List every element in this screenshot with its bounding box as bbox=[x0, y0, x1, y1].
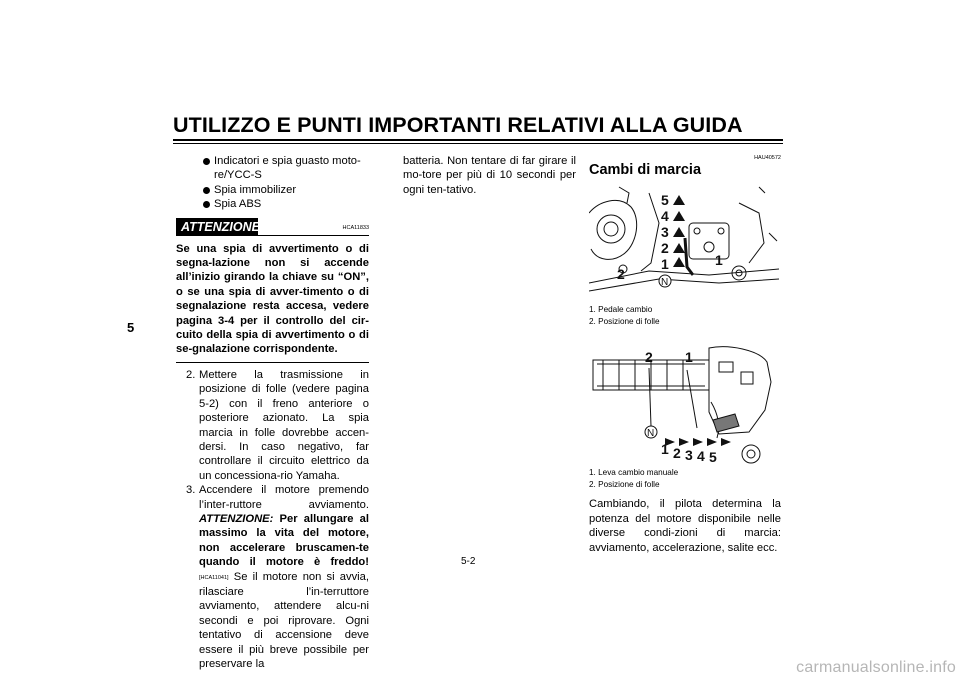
continued-paragraph: batteria. Non tentare di far girare il mo-tore per più di 10 secondi per ogni ten-tativo. bbox=[403, 155, 576, 196]
step-number: 3. bbox=[186, 484, 196, 497]
watermark: carmanualsonline.info bbox=[796, 659, 956, 676]
page-number: 5-2 bbox=[461, 556, 476, 567]
step-item bbox=[176, 368, 369, 483]
callout-2: 2 bbox=[617, 266, 625, 283]
shifting-paragraph: Cambiando, il pilota determina la potenza del motore disponibile nelle diverse condi-zioni di marcia: avviamento, accelerazione, salite ecc. bbox=[589, 498, 781, 554]
warning-code: [HCA11041] bbox=[199, 574, 229, 581]
caption-item: 2. Posizione di folle bbox=[589, 480, 660, 490]
chapter-number: 5 bbox=[127, 320, 135, 335]
caption-item: 1. Pedale cambio bbox=[589, 305, 653, 315]
bullet-icon bbox=[203, 201, 210, 208]
column-right bbox=[589, 154, 781, 555]
section-code: HAU40572 bbox=[754, 155, 781, 161]
column-left bbox=[176, 154, 369, 671]
step-text: Accendere il motore premendo l’inter-ruttore avviamento. bbox=[199, 484, 369, 511]
gear-label-4: 4 bbox=[697, 448, 705, 465]
column-middle bbox=[403, 154, 576, 197]
list-item: Indicatori e spia guasto moto-re/YCC-S bbox=[176, 154, 369, 183]
list-item: Spia ABS bbox=[176, 197, 369, 211]
gear-label-2: 2 bbox=[661, 240, 669, 257]
attention-header bbox=[176, 218, 369, 240]
gear-label-1: 1 bbox=[661, 441, 669, 458]
list-item: Spia immobilizer bbox=[176, 183, 369, 197]
procedure-steps bbox=[176, 368, 369, 672]
figure-shift-lever bbox=[589, 342, 779, 464]
figure2-caption bbox=[589, 467, 781, 491]
attention-code: HCA11833 bbox=[342, 224, 369, 231]
header-rule-thin bbox=[173, 143, 783, 144]
attention-label: ATTENZIONE bbox=[176, 218, 258, 236]
step-number: 2. bbox=[186, 368, 196, 381]
callout-1: 1 bbox=[685, 349, 693, 366]
warning-text: Per allungare al massimo la vita del motore, non accelerare bruscamen-te quando il motore è freddo! bbox=[199, 512, 369, 569]
warning-label: ATTENZIONE: bbox=[199, 512, 274, 525]
header-rule bbox=[173, 139, 783, 141]
figure1-caption bbox=[589, 304, 781, 328]
step-text-continued: Se il motore non si avvia, rilasciare l’in-terruttore avviamento, attendere alcu-ni secondi e poi riprovare. Ogni tentativo di accensione deve essere il più breve possibile per preservare la bbox=[199, 570, 369, 670]
figure-shift-pedal bbox=[589, 183, 779, 301]
neutral-label: N bbox=[661, 277, 669, 289]
bullet-icon bbox=[203, 187, 210, 194]
step-item bbox=[176, 483, 369, 671]
indicator-list bbox=[176, 154, 369, 212]
shift-pedal-illustration bbox=[589, 183, 779, 301]
gear-label-3: 3 bbox=[661, 224, 669, 241]
section-title: Cambi di marcia bbox=[589, 162, 702, 178]
gear-label-3: 3 bbox=[685, 447, 693, 464]
caption-item: 1. Leva cambio manuale bbox=[589, 468, 679, 478]
page-title: UTILIZZO E PUNTI IMPORTANTI RELATIVI ALLA GUIDA bbox=[173, 113, 743, 137]
step-text: Mettere la trasmissione in posizione di folle (vedere pagina 5-2) con il freno anteriore o posteriore azionato. La spia marcia in folle dovrebbe accen-dersi. In caso negativo, far controllare il circuito elettrico da un concessiona-rio Yamaha. bbox=[199, 368, 369, 482]
bullet-icon bbox=[203, 158, 210, 165]
neutral-label: N bbox=[647, 428, 655, 440]
caption-item: 2. Posizione di folle bbox=[589, 317, 660, 327]
gear-label-5: 5 bbox=[661, 192, 669, 209]
gear-label-2: 2 bbox=[673, 445, 681, 462]
attention-text: Se una spia di avvertimento o di segna-lazione non si accende all’inizio girando la chiave su “ON”, o se una spia di avver-timento o di segnalazione resta accesa, vedere pagina 3-4 per il controllo del cir-cuito della spia di avvertimento o di se-gnalazione corrispondente. bbox=[176, 242, 369, 356]
shift-lever-illustration bbox=[589, 342, 779, 464]
gear-label-1: 1 bbox=[661, 256, 669, 273]
gear-label-5: 5 bbox=[709, 449, 717, 465]
gear-label-4: 4 bbox=[661, 208, 669, 225]
callout-1: 1 bbox=[715, 252, 723, 269]
callout-2: 2 bbox=[645, 349, 653, 366]
attention-end-rule bbox=[176, 362, 369, 363]
